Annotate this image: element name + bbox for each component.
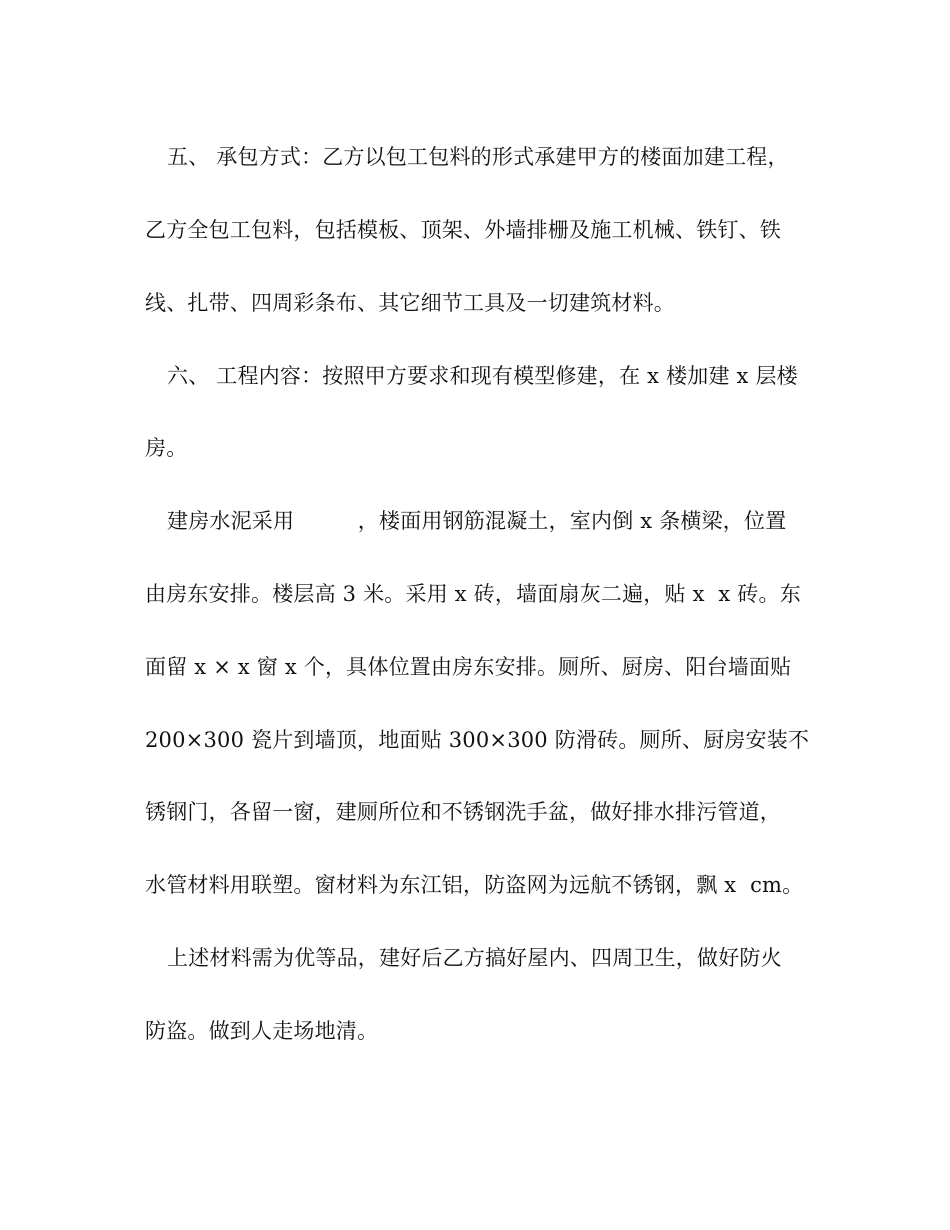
text-line-1: 五、 承包方式：乙方以包工包料的形式承建甲方的楼面加建工程，	[167, 145, 789, 169]
text-line-3: 线、扎带、四周彩条布、其它细节工具及一切建筑材料。	[145, 291, 675, 315]
text-line-6: 建房水泥采用 ，楼面用钢筋混凝土，室内倒 x 条横梁，位置	[167, 509, 787, 533]
text-line-13: 防盗。做到人走场地清。	[145, 1019, 379, 1043]
text-line-5: 房。	[145, 436, 188, 460]
text-line-11: 水管材料用联塑。窗材料为东江铝，防盗网为远航不锈钢，飘 x cm。	[145, 873, 804, 897]
text-line-9: 200×300 瓷片到墙顶，地面贴 300×300 防滑砖。厕所、厨房安装不	[145, 728, 810, 752]
text-line-7: 由房东安排。楼层高 3 米。采用 x 砖，墙面扇灰二遍，贴 x x 砖。东	[145, 582, 801, 606]
text-line-8: 面留 x × x 窗 x 个，具体位置由房东安排。厕所、厨房、阳台墙面贴	[145, 655, 792, 679]
text-line-12: 上述材料需为优等品，建好后乙方搞好屋内、四周卫生，做好防火	[167, 946, 782, 970]
text-line-2: 乙方全包工包料，包括模板、顶架、外墙排栅及施工机械、铁钉、铁	[145, 218, 781, 242]
text-line-4: 六、 工程内容：按照甲方要求和现有模型修建，在 x 楼加建 x 层楼	[167, 364, 798, 388]
text-line-10: 锈钢门，各留一窗，建厕所位和不锈钢洗手盆，做好排水排污管道，	[145, 800, 781, 824]
